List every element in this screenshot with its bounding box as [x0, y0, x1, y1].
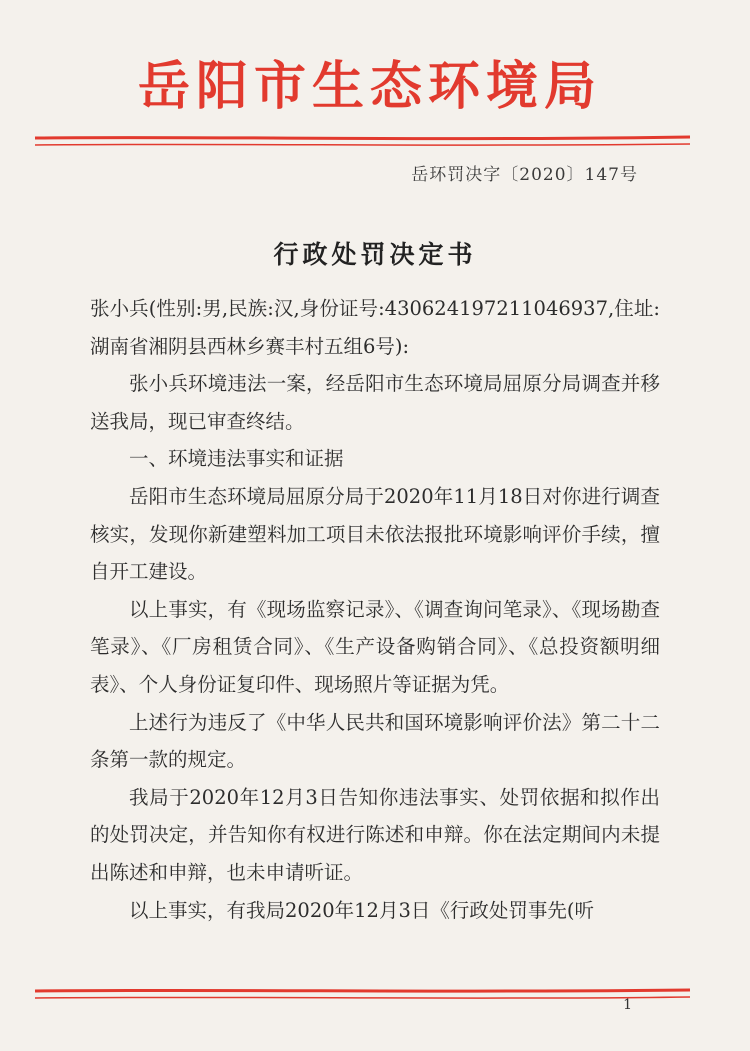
footer-red-rule — [0, 984, 750, 1008]
org-header-title: 岳阳市生态环境局 — [137, 56, 602, 117]
document-number: 岳环罚决字〔2020〕147号 — [411, 165, 638, 185]
document-body — [90, 290, 660, 929]
page-number: 1 — [623, 997, 632, 1013]
paragraph-evidence: 以上事实，有《现场监察记录》、《调查询问笔录》、《现场勘查笔录》、《厂房租赁合同》、《生产设备购销合同》、《总投资额明细表》、个人身份证复印件、现场照片等证据为凭。 — [90, 597, 660, 696]
paragraph-case-intro: 张小兵环境违法一案，经岳阳市生态环境局屈原分局调查并移送我局，现已审查终结。 — [90, 372, 660, 433]
header-red-rule — [0, 130, 750, 154]
paragraph-party: 张小兵(性别:男,民族:汉,身份证号:430624197211046937,住址: 湖南省湘阴县西林乡赛丰村五组6号): — [90, 297, 660, 358]
document-title: 行政处罚决定书 — [273, 240, 477, 269]
paragraph-notification: 我局于2020年12月3日告知你违法事实、处罚依据和拟作出的处罚决定，并告知你有权进行陈述和申辩。你在法定期间内未提出陈述和申辩，也未申请听证。 — [90, 785, 660, 884]
paragraph-violation: 上述行为违反了《中华人民共和国环境影响评价法》第二十二条第一款的规定。 — [90, 710, 660, 772]
paragraph-continued: 以上事实，有我局2020年12月3日《行政处罚事先(听 — [129, 898, 594, 922]
section-heading-facts: 一、环境违法事实和证据 — [129, 447, 344, 471]
paragraph-investigation: 岳阳市生态环境局屈原分局于2020年11月18日对你进行调查核实，发现你新建塑料加工项目未依法报批环境影响评价手续，擅自开工建设。 — [90, 484, 660, 584]
